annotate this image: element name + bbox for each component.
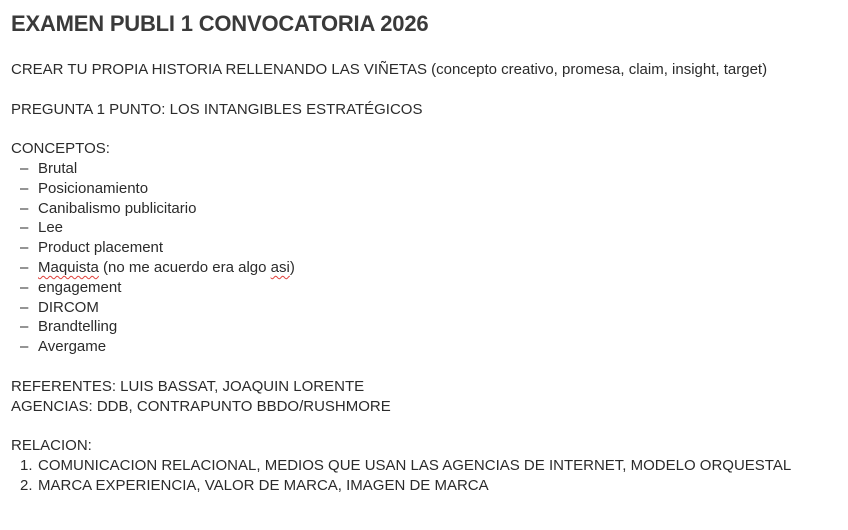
intro-line: CREAR TU PROPIA HISTORIA RELLENANDO LAS VIÑETAS (concepto creativo, promesa, claim, insight, target) [11,61,768,78]
number-marker: 2. [20,476,33,494]
concept-text: DIRCOM [38,298,99,316]
concept-text: Brandtelling [38,318,118,336]
dash-bullet: – [20,298,29,316]
relacion-heading: RELACION: [11,437,92,455]
dash-bullet: – [20,199,29,217]
document-body[interactable] [11,10,841,496]
relacion-text: MARCA EXPERIENCIA, VALOR DE MARCA, IMAGEN DE MARCA [38,476,489,494]
dash-bullet: – [20,179,29,197]
concepts-heading: CONCEPTOS: [11,140,110,158]
concepts-list [11,159,841,357]
misspelled-word[interactable]: Maquista [38,258,99,276]
blank-line [11,416,841,436]
dash-bullet: – [20,338,29,356]
concept-text: engagement [38,278,122,296]
list-item [11,317,841,337]
concept-text: Avergame [38,338,107,356]
document-title: EXAMEN PUBLI 1 CONVOCATORIA 2026 [11,11,429,36]
blank-line [11,119,841,139]
dash-bullet: – [20,258,29,276]
concept-text: (no me acuerdo era algo [98,258,271,276]
number-marker: 1. [20,456,33,474]
list-item [11,258,841,278]
blank-line [11,80,841,100]
dash-bullet: – [20,159,29,177]
agencias-line: AGENCIAS: DDB, CONTRAPUNTO BBDO/RUSHMORE [11,397,391,415]
relacion-list [11,456,841,496]
list-item [11,278,841,298]
referentes-line: REFERENTES: LUIS BASSAT, JOAQUIN LORENTE [11,377,365,395]
list-item [11,337,841,357]
question-line: PREGUNTA 1 PUNTO: LOS INTANGIBLES ESTRATÉGICOS [11,100,423,118]
relacion-text: COMUNICACION RELACIONAL, MEDIOS QUE USAN LAS AGENCIAS DE INTERNET, MODELO ORQUESTAL [38,456,792,474]
list-item [11,456,841,476]
misspelled-word[interactable]: asi [270,258,290,276]
list-item [11,179,841,199]
dash-bullet: – [20,278,29,296]
concept-text: Posicionamiento [38,179,149,197]
list-item [11,476,841,496]
list-item [11,218,841,238]
list-item [11,199,841,219]
blank-line [11,357,841,377]
concept-text: Canibalismo publicitario [38,199,197,217]
concept-text: Product placement [38,239,164,257]
concept-text: Lee [38,219,64,237]
list-item [11,238,841,258]
list-item [11,298,841,318]
dash-bullet: – [20,219,29,237]
concept-text: Brutal [38,159,78,177]
dash-bullet: – [20,239,29,257]
concept-text: ) [289,258,295,276]
list-item [11,159,841,179]
dash-bullet: – [20,318,29,336]
